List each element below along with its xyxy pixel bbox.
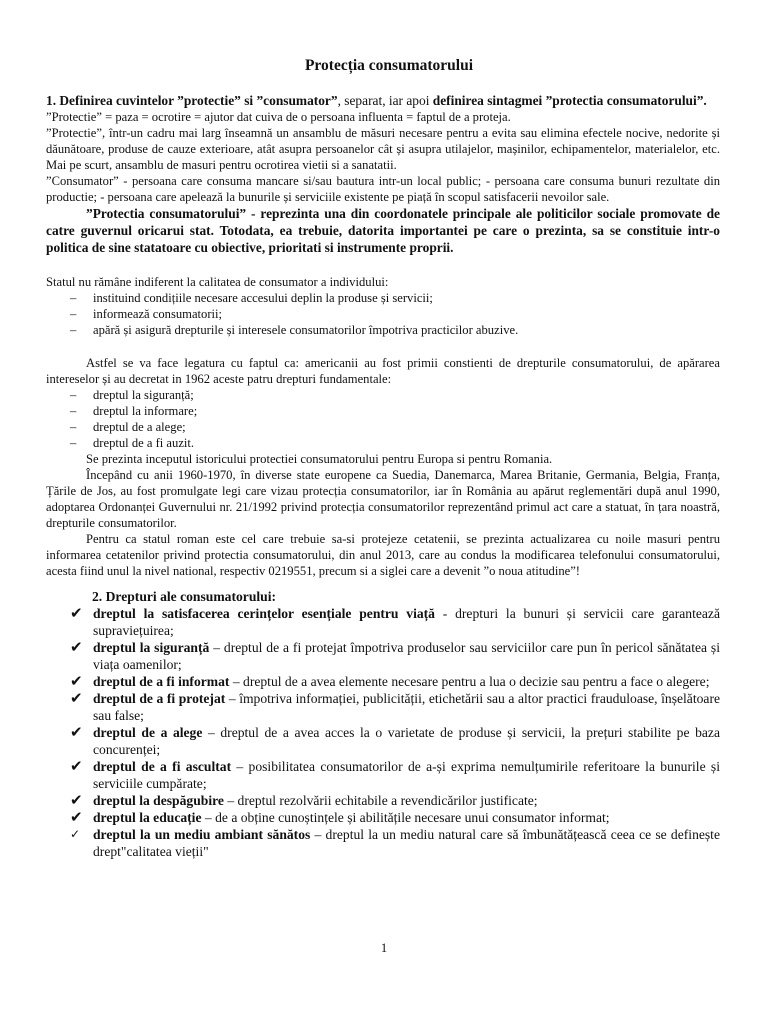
dash-bullet-icon: – [70,388,77,402]
definition-protectie-extended: ”Protectie”, într-un cadru mai larg înseamnă un ansamblu de măsuri necesare pentru a evita sau elimina efectele nocive, nedorite și dăunătoare, produse de cauze exterioare, atât asupra persoanelor cât și asupra utilajelor, mașinilor, echipamentelor, materialelor, etc. Mai pe scurt, ansamblu de masuri pentru ocrotirea vietii si a sanatatii. [46,126,720,172]
right-item [46,826,720,860]
paragraph-incepand: Începând cu anii 1960-1970, în diverse state europene ca Suedia, Danemarca, Marea Britanie, Germania, Belgia, Franța, Țările de Jos, au fost promulgate legi care vizau protecția consumatorilor, iar în România au apărut reglementări după anul 1990, adoptarea Ordonanței Guvernului nr. 21/1992 privind protecția consumatorilor reprezentând primul act care a statuat, în țara noastră, drepturile consumatorilor. [46,468,720,530]
right-description: – dreptul de a avea acces la o varietate de produse și servicii, la prețuri stabilite pe baza concurenței; [93,725,720,757]
list-item-text: dreptul de a alege; [93,420,186,434]
fundamental-rights-list [46,387,720,451]
list-item-text: instituind condițiile necesare accesului deplin la produse și servicii; [93,291,433,305]
spacer [46,338,720,355]
dash-bullet-icon: – [70,307,77,321]
check-mark-icon: ✔ [70,689,83,707]
list-item [46,387,720,403]
right-title: dreptul de a fi ascultat [93,759,232,774]
paragraph-istoric: Se prezinta inceputul istoricului protectiei consumatorului pentru Europa si pentru Romania. [86,452,553,466]
section-1-heading [46,92,720,109]
section-1-heading-bold-2: definirea sintagmei ”protectia consumatorului”. [432,93,707,108]
stat-intro: Statul nu rămâne indiferent la calitatea de consumator a individului: [46,275,389,289]
right-description: – dreptul de a avea elemente necesare pentru a lua o decizie sau pentru a face o alegere; [229,674,710,689]
spacer [46,256,720,274]
consumer-rights-list [46,605,720,860]
list-item [46,419,720,435]
dash-bullet-icon: – [70,323,77,337]
page-number: 1 [380,941,388,955]
right-item [46,605,720,639]
check-mark-icon: ✓ [70,827,81,841]
list-item [46,290,720,306]
paragraph-astfel: Astfel se va face legatura cu faptul ca: americanii au fost primii constienti de drepturile consumatorului, de apărarea intereselor și au decretat in 1962 aceste patru drepturi fundamentale: [46,356,720,386]
list-item [46,306,720,322]
right-description: – posibilitatea consumatorilor de a-și exprima nemulțumirile referitoare la bunurile și serviciile cumpărate; [93,759,720,791]
right-title: dreptul la educație [93,810,202,825]
definition-protectie: ”Protectie” = paza = ocrotire = ajutor dat cuiva de o persoana influenta = faptul de a proteja. [46,110,511,124]
right-title: dreptul la despăgubire [93,793,224,808]
list-item-text: informează consumatorii; [93,307,223,321]
list-item [46,403,720,419]
right-description: – împotriva informației, publicității, etichetării sau a altor practici frauduloase, înșelătoare sau false; [93,691,721,723]
check-mark-icon: ✔ [70,672,83,690]
dash-bullet-icon: – [70,404,77,418]
right-description: - drepturi la bunuri și servicii care garantează supraviețuirea; [93,606,720,638]
right-item [46,792,720,809]
right-item [46,758,720,792]
right-item [46,639,720,673]
check-mark-icon: ✔ [70,638,83,656]
right-title: dreptul la un mediu ambiant sănătos [93,827,311,842]
list-item-text: apără și asigură drepturile și interesele consumatorilor împotriva practicilor abuzive. [93,323,519,337]
definition-protectia-consumatorului: ”Protectia consumatorului” - reprezinta una din coordonatele principale ale politicilor sociale promovate de catre guvernul oricarui stat. Totodata, ea trebuie, datorita importantei pe care o prezinta, sa se constituie intr-o politica de sine statatoare cu obiective, prioritati si instrumente proprii. [46,206,720,255]
check-mark-icon: ✔ [70,604,83,622]
dash-bullet-icon: – [70,436,77,450]
page-title: Protecția consumatorului [304,57,474,74]
list-item-text: dreptul la siguranță; [93,388,194,402]
right-item [46,724,720,758]
list-item-text: dreptul de a fi auzit. [93,436,195,450]
right-title: dreptul de a fi informat [93,674,230,689]
check-mark-icon: ✔ [70,723,83,741]
list-item [46,322,720,338]
right-title: dreptul de a alege [93,725,203,740]
dash-bullet-icon: – [70,420,77,434]
check-mark-icon: ✔ [70,757,83,775]
check-mark-icon: ✔ [70,808,83,826]
right-description: – dreptul de a fi protejat împotriva produselor sau serviciilor care pun în pericol sănătatea și viața oamenilor; [93,640,720,672]
section-1-heading-plain: , separat, iar apoi [337,93,433,108]
dash-bullet-icon: – [70,291,77,305]
right-item [46,673,720,690]
section-2-heading: 2. Drepturi ale consumatorului: [92,589,277,604]
check-mark-icon: ✔ [70,791,83,809]
stat-list [46,290,720,338]
right-item [46,690,720,724]
list-item-text: dreptul la informare; [93,404,198,418]
list-item [46,435,720,451]
right-description: – dreptul la un mediu natural care să îmbunătățească ceea ce se definește drept"calitatea vieții" [93,827,720,859]
right-description: – dreptul rezolvării echitabile a revendicărilor justificate; [223,793,538,808]
paragraph-pentru: Pentru ca statul roman este cel care trebuie sa-si protejeze cetatenii, se prezinta actualizarea cu noile masuri pentru informarea cetatenilor privind protectia consumatorului, din anul 2013, care au condus la modificarea telefonului consumatorului, acesta fiind unul la nivel national, respectiv 0219551, precum si a siglei care a devenit ”o noua atitudine”! [46,532,720,578]
right-title: dreptul la satisfacerea cerințelor esențiale pentru viață [93,606,435,621]
right-item [46,809,720,826]
right-title: dreptul de a fi protejat [93,691,226,706]
section-1-heading-bold: 1. Definirea cuvintelor ”protectie” si ”consumator” [46,93,338,108]
right-title: dreptul la siguranță [93,640,210,655]
right-description: – de a obține cunoștințele și abilitățile necesare unui consumator informat; [201,810,610,825]
definition-consumator: ”Consumator” - persoana care consuma mancare si/sau bautura intr-un local public; - persoana care consuma bunuri rezultate din productie; - persoana care apelează la bunurile și serviciile existente pe piață în scopul satisfacerii nevoilor sale. [46,174,720,204]
